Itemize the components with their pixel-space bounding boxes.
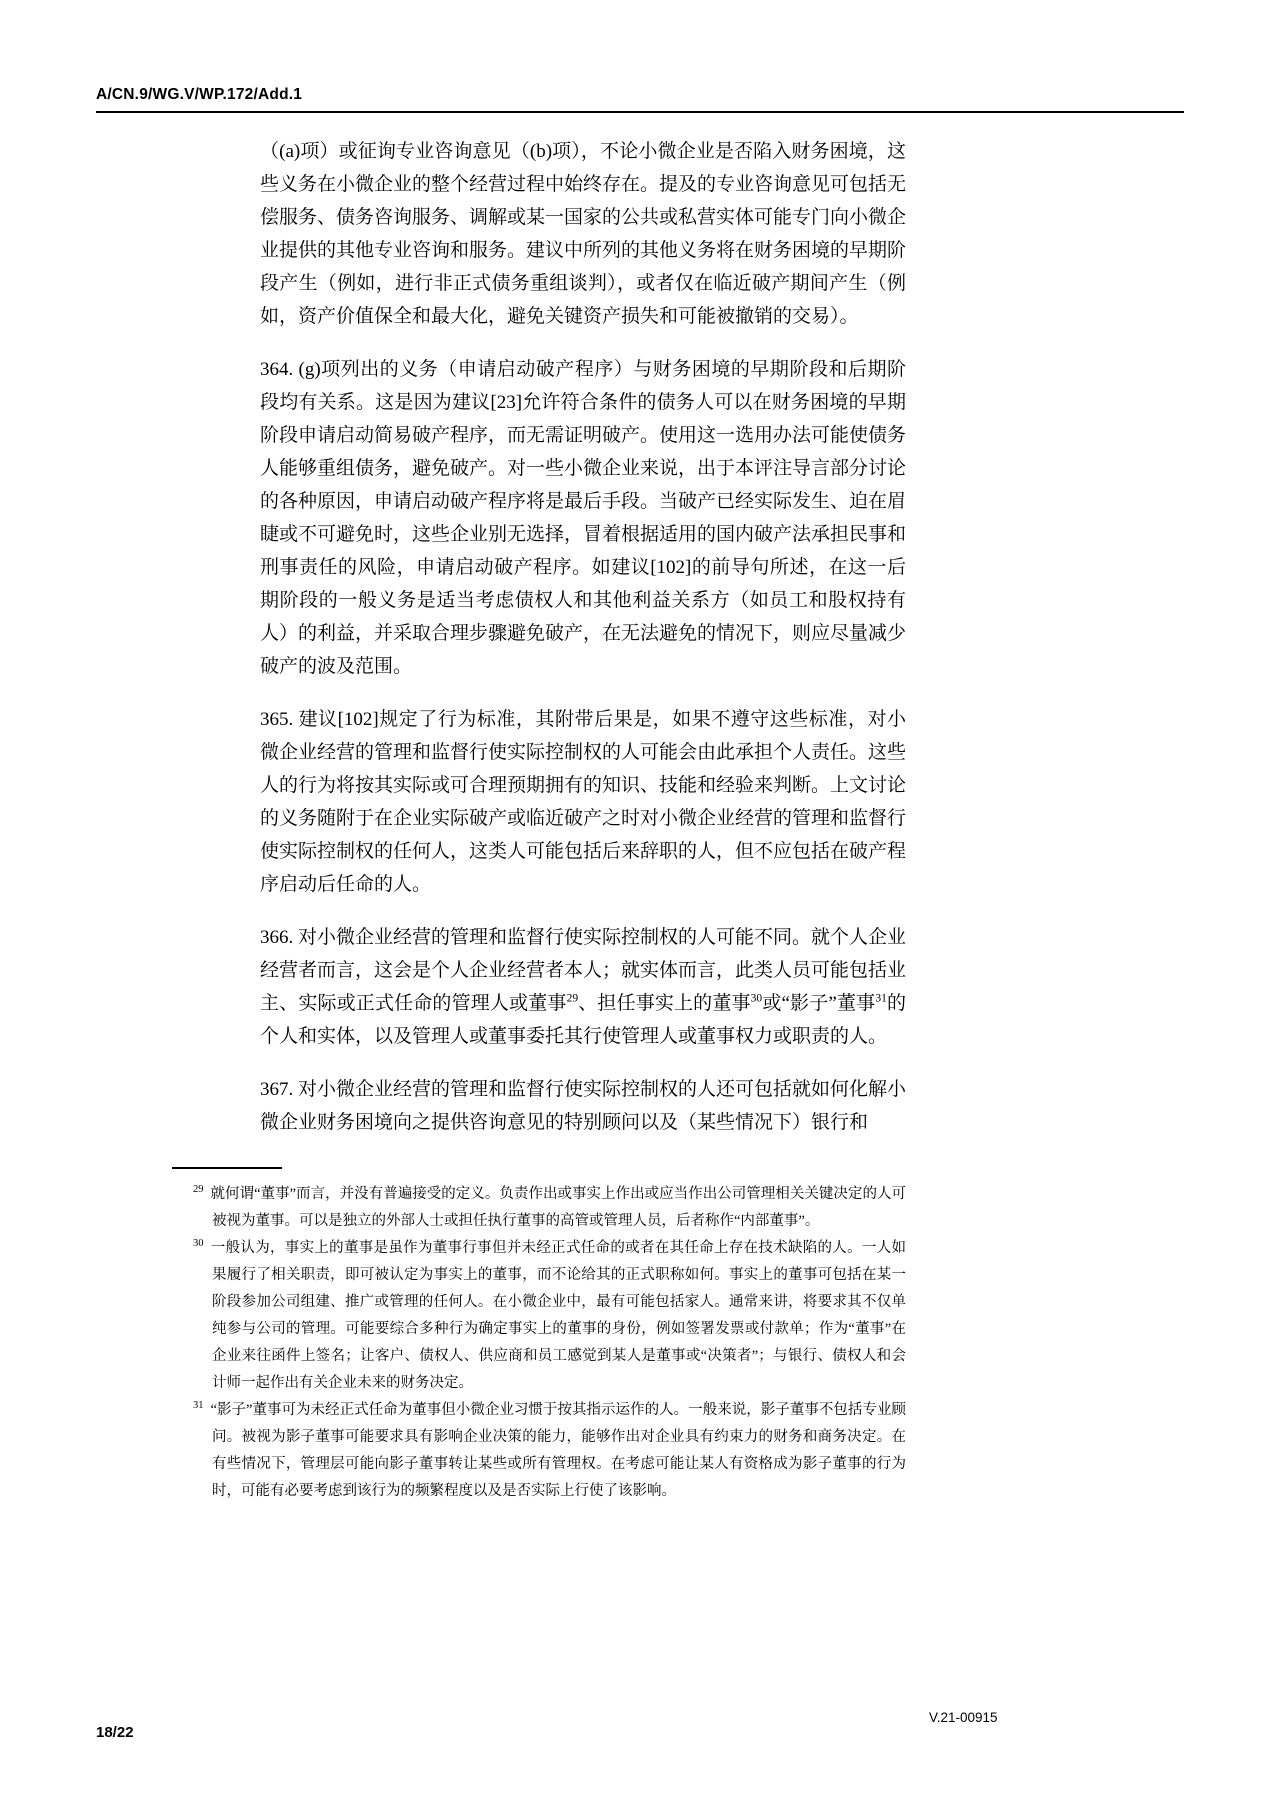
document-symbol: A/CN.9/WG.V/WP.172/Add.1 [96,86,303,103]
footnote-text: 一般认为，事实上的董事是虽作为董事行事但并未经正式任命的或者在其任命上存在技术缺陷的人。一人如果履行了相关职责，即可被认定为事实上的董事，而不论给其的正式职称如何。事实上的董事可包括在某一阶段参加公司组建、推广或管理的任何人。在小微企业中，最有可能包括家人。通常来讲，将要求其不仅单纯参与公司的管理。可能要综合多种行为确定事实上的董事的身份，例如签署发票或付款单；作为“董事”在企业来往函件上签名；让客户、债权人、供应商和员工感觉到某人是董事或“决策者”；与银行、债权人和会计师一起作出有关企业未来的财务决定。 [210,1240,906,1391]
paragraph-text: 364. (g)项列出的义务（申请启动破产程序）与财务困境的早期阶段和后期阶段均有关系。这是因为建议[23]允许符合条件的债务人可以在财务困境的早期阶段申请启动简易破产程序，而无需证明破产。使用这一选用办法可能使债务人能够重组债务，避免破产。对一些小微企业来说，出于本评注导言部分讨论的各种原因，申请启动破产程序将是最后手段。当破产已经实际发生、迫在眉睫或不可避免时，这些企业别无选择，冒着根据适用的国内破产法承担民事和刑事责任的风险，申请启动破产程序。如建议[102]的前导句所述，在这一后期阶段的一般义务是适当考虑债权人和其他利益关系方（如员工和股权持有人）的利益，并采取合理步骤避免破产，在无法避免的情况下，则应尽量减少破产的波及范围。 [260,359,907,677]
page-number: 18/22 [96,1724,134,1741]
footnote-ref-31: 31 [875,992,887,1005]
paragraph-365 [260,703,906,901]
paragraph-text: 、担任事实上的董事 [578,993,751,1014]
footnote-29 [172,1181,906,1235]
paragraph-text: 365. 建议[102]规定了行为标准，其附带后果是，如果不遵守这些标准，对小微企业经营的管理和监督行使实际控制权的人可能会由此承担个人责任。这些人的行为将按其实际或可合理预期拥有的知识、技能和经验来判断。上文讨论的义务随附于在企业实际破产或临近破产之时对小微企业经营的管理和监督行使实际控制权的任何人，这类人可能包括后来辞职的人，但不应包括在破产程序启动后任命的人。 [260,709,907,895]
page-header [96,86,1184,113]
paragraph-text: 366. 对小微企业经营的管理和监督行使实际控制权的人可能不同。就个人企业经营者而言，这会是个人企业经营者本人；就实体而言，此类人员可能包括业主、实际或正式任命的管理人或董事 [260,927,907,1014]
paragraph-364 [260,353,906,683]
paragraph-continuation [260,135,906,333]
footnotes-section [172,1181,906,1505]
document-body [260,135,906,1139]
header-rule [96,111,1184,113]
footnote-marker: 30 [193,1238,204,1250]
paragraph-367 [260,1073,906,1139]
paragraph-text: 的个人和实体，以及管理人或董事委托其行使管理人或董事权力或职责的人。 [260,993,906,1047]
footnote-text: 就何谓“董事”而言，并没有普遍接受的定义。负责作出或事实上作出或应当作出公司管理相关关键决定的人可被视为董事。可以是独立的外部人士或担任执行董事的高管或管理人员，后者称作“内部董事”。 [210,1186,906,1229]
footnote-ref-30: 30 [750,992,763,1005]
footnote-30 [172,1235,906,1397]
footnote-separator-rule [172,1167,282,1169]
paragraph-text: （(a)项）或征询专业咨询意见（(b)项），不论小微企业是否陷入财务困境，这些义务在小微企业的整个经营过程中始终存在。提及的专业咨询意见可包括无偿服务、债务咨询服务、调解或某一国家的公共或私营实体可能专门向小微企业提供的其他专业咨询和服务。建议中所列的其他义务将在财务困境的早期阶段产生（例如，进行非正式债务重组谈判），或者仅在临近破产期间产生（例如，资产价值保全和最大化，避免关键资产损失和可能被撤销的交易）。 [260,141,907,327]
footnote-ref-29: 29 [566,992,579,1005]
footnote-31 [172,1397,906,1505]
footnote-marker: 29 [193,1184,204,1196]
footnote-marker: 31 [193,1400,204,1412]
footnote-text: “影子”董事可为未经正式任命为董事但小微企业习惯于按其指示运作的人。一般来说，影子董事不包括专业顾问。被视为影子董事可能要求具有影响企业决策的能力，能够作出对企业具有约束力的财务和商务决定。在有些情况下，管理层可能向影子董事转让某些或所有管理权。在考虑可能让某人有资格成为影子董事的行为时，可能有必要考虑到该行为的频繁程度以及是否实际上行使了该影响。 [210,1402,906,1499]
document-code: V.21-00915 [929,1710,998,1725]
paragraph-text: 367. 对小微企业经营的管理和监督行使实际控制权的人还可包括就如何化解小微企业财务困境向之提供咨询意见的特别顾问以及（某些情况下）银行和 [260,1079,907,1133]
paragraph-366 [260,921,906,1053]
paragraph-text: 或“影子”董事 [762,993,876,1014]
